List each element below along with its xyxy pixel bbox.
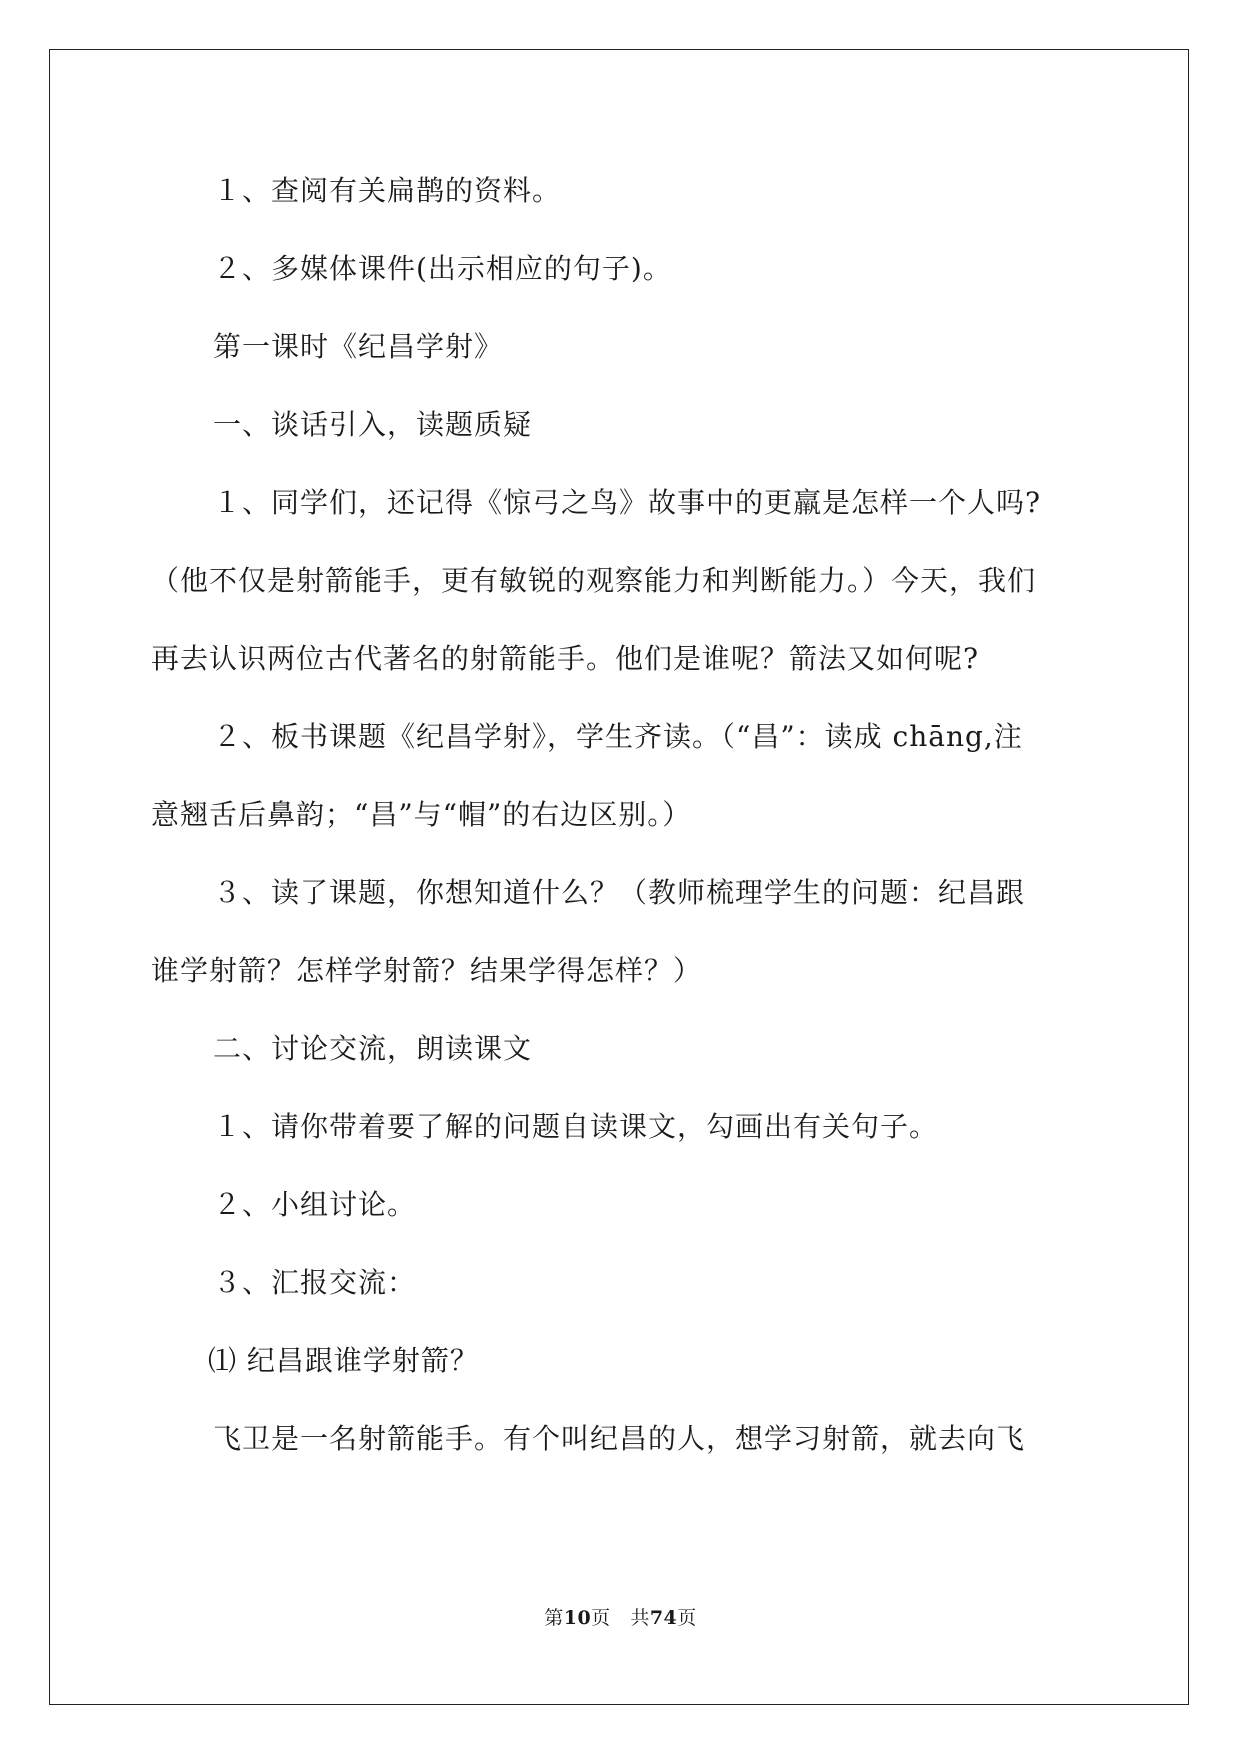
footer-total-unit: 页 bbox=[677, 1607, 697, 1629]
section-heading-2: 二、讨论交流，朗读课文 bbox=[213, 1032, 533, 1065]
text-line-5: 意翘舌后鼻韵；“昌”与“帽”的右边区别。） bbox=[151, 798, 692, 831]
footer-current-page: 10 bbox=[563, 1607, 592, 1629]
text-line-11: ⑴ 纪昌跟谁学射箭？ bbox=[208, 1344, 479, 1377]
footer-total-pages: 74 bbox=[649, 1607, 678, 1629]
text-line-10: ３、汇报交流： bbox=[213, 1266, 417, 1299]
text-line-1: １、同学们，还记得《惊弓之鸟》故事中的更羸是怎样一个人吗? bbox=[213, 486, 1042, 519]
text-line-2: （他不仅是射箭能手，更有敏锐的观察能力和判断能力。）今天，我们 bbox=[151, 564, 1037, 597]
text-line-9: ２、小组讨论。 bbox=[213, 1188, 417, 1221]
text-line-4: ２、板书课题《纪昌学射》，学生齐读。（“昌”：读成 chāng,注 bbox=[213, 720, 1023, 753]
text-line-3: 再去认识两位古代著名的射箭能手。他们是谁呢？箭法又如何呢? bbox=[151, 642, 980, 675]
text-line-6: ３、读了课题，你想知道什么？（教师梳理学生的问题：纪昌跟 bbox=[213, 876, 1026, 909]
footer-prefix: 第 bbox=[544, 1607, 564, 1629]
lesson-heading: 第一课时《纪昌学射》 bbox=[213, 330, 504, 363]
section-heading-1: 一、谈话引入，读题质疑 bbox=[213, 408, 533, 441]
footer-total-prefix: 共 bbox=[630, 1607, 650, 1629]
text-line-prep-2: ２、多媒体课件(出示相应的句子)。 bbox=[213, 252, 672, 285]
text-line-prep-1: １、查阅有关扁鹊的资料。 bbox=[213, 174, 562, 207]
text-line-7: 谁学射箭？怎样学射箭？结果学得怎样？） bbox=[151, 954, 703, 987]
page-footer bbox=[0, 1606, 1241, 1630]
text-line-12: 飞卫是一名射箭能手。有个叫纪昌的人，想学习射箭，就去向飞 bbox=[213, 1422, 1026, 1455]
footer-page-unit: 页 bbox=[591, 1607, 611, 1629]
text-line-8: １、请你带着要了解的问题自读课文，勾画出有关句子。 bbox=[213, 1110, 939, 1143]
